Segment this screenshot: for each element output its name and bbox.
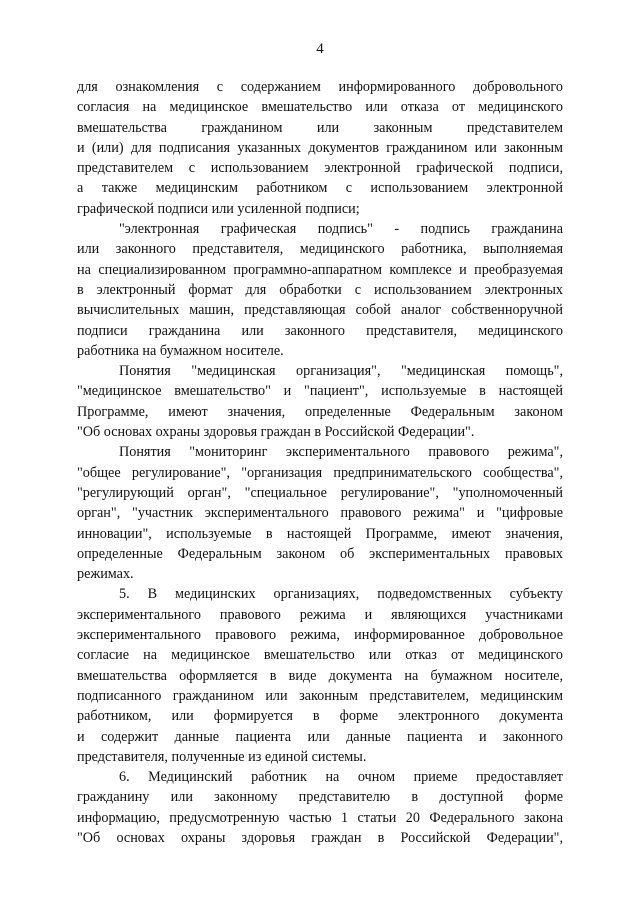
text-line: представителя, полученные из единой системы. bbox=[77, 748, 367, 765]
text-line: вмешательства гражданином или законным представителем bbox=[77, 119, 563, 136]
text-line: Понятия "мониторинг экспериментального правового режима", bbox=[119, 444, 563, 461]
text-line: вмешательства оформляется в виде документа на бумажном носителе, bbox=[77, 667, 563, 684]
text-line: 5. В медицинских организациях, подведомственных субъекту bbox=[119, 586, 563, 603]
text-line: и содержит данные пациента или данные пациента и законного bbox=[77, 728, 563, 745]
text-line: орган", "участник экспериментального правового режима" и "цифровые bbox=[77, 505, 563, 522]
document-body bbox=[77, 77, 563, 848]
text-line: экспериментального правового режима и являющихся участниками bbox=[77, 606, 563, 623]
text-line: "Об основах охраны здоровья граждан в Российской Федерации". bbox=[77, 424, 475, 441]
text-line: а также медицинским работником с использованием электронной bbox=[77, 180, 563, 197]
text-line: и (или) для подписания указанных документов гражданином или законным bbox=[77, 139, 563, 156]
text-line: в электронный формат для обработки с использованием электронных bbox=[77, 281, 563, 298]
text-line: вычислительных машин, представляющая собой аналог собственноручной bbox=[77, 302, 563, 319]
text-line: согласие на медицинское вмешательство или отказ от медицинского bbox=[77, 647, 563, 664]
text-line: на специализированном программно-аппаратном комплексе и преобразуемая bbox=[77, 261, 563, 278]
text-line: экспериментального правового режима, информированное добровольное bbox=[77, 627, 563, 644]
text-line: согласия на медицинское вмешательство или отказа от медицинского bbox=[77, 99, 563, 116]
text-line: "регулирующий орган", "специальное регулирование", "уполномоченный bbox=[77, 484, 563, 501]
text-line: 6. Медицинский работник на очном приеме предоставляет bbox=[119, 769, 563, 786]
text-line: или законного представителя, медицинского работника, выполняемая bbox=[77, 241, 563, 258]
text-line: информацию, предусмотренную частью 1 статьи 20 Федерального закона bbox=[77, 809, 563, 826]
text-line: представителем с использованием электронной графической подписи, bbox=[77, 160, 563, 177]
text-line: гражданину или законному представителю в доступной форме bbox=[77, 789, 563, 806]
text-line: Программе, имеют значения, определенные Федеральным законом bbox=[77, 403, 563, 420]
text-line: подписанного гражданином или законным представителем, медицинским bbox=[77, 687, 563, 704]
text-line: инновации", используемые в настоящей Программе, имеют значения, bbox=[77, 525, 563, 542]
text-line: работника на бумажном носителе. bbox=[77, 342, 284, 359]
text-line: подписи гражданина или законного представителя, медицинского bbox=[77, 322, 563, 339]
text-line: графической подписи или усиленной подписи; bbox=[77, 200, 360, 217]
text-line: определенные Федеральным законом об экспериментальных правовых bbox=[77, 545, 563, 562]
text-line: Понятия "медицинская организация", "медицинская помощь", bbox=[119, 363, 563, 380]
text-line: "Об основах охраны здоровья граждан в Российской Федерации", bbox=[77, 829, 563, 846]
text-line: "медицинское вмешательство" и "пациент", используемые в настоящей bbox=[77, 383, 563, 400]
page-number: 4 bbox=[316, 41, 324, 57]
text-line: для ознакомления с содержанием информированного добровольного bbox=[77, 79, 563, 95]
text-line: "общее регулирование", "организация предпринимательского сообщества", bbox=[77, 464, 563, 481]
text-line: "электронная графическая подпись" - подпись гражданина bbox=[119, 221, 563, 238]
text-line: режимах. bbox=[77, 566, 134, 583]
text-line: работником, или формируется в форме электронного документа bbox=[77, 708, 563, 725]
